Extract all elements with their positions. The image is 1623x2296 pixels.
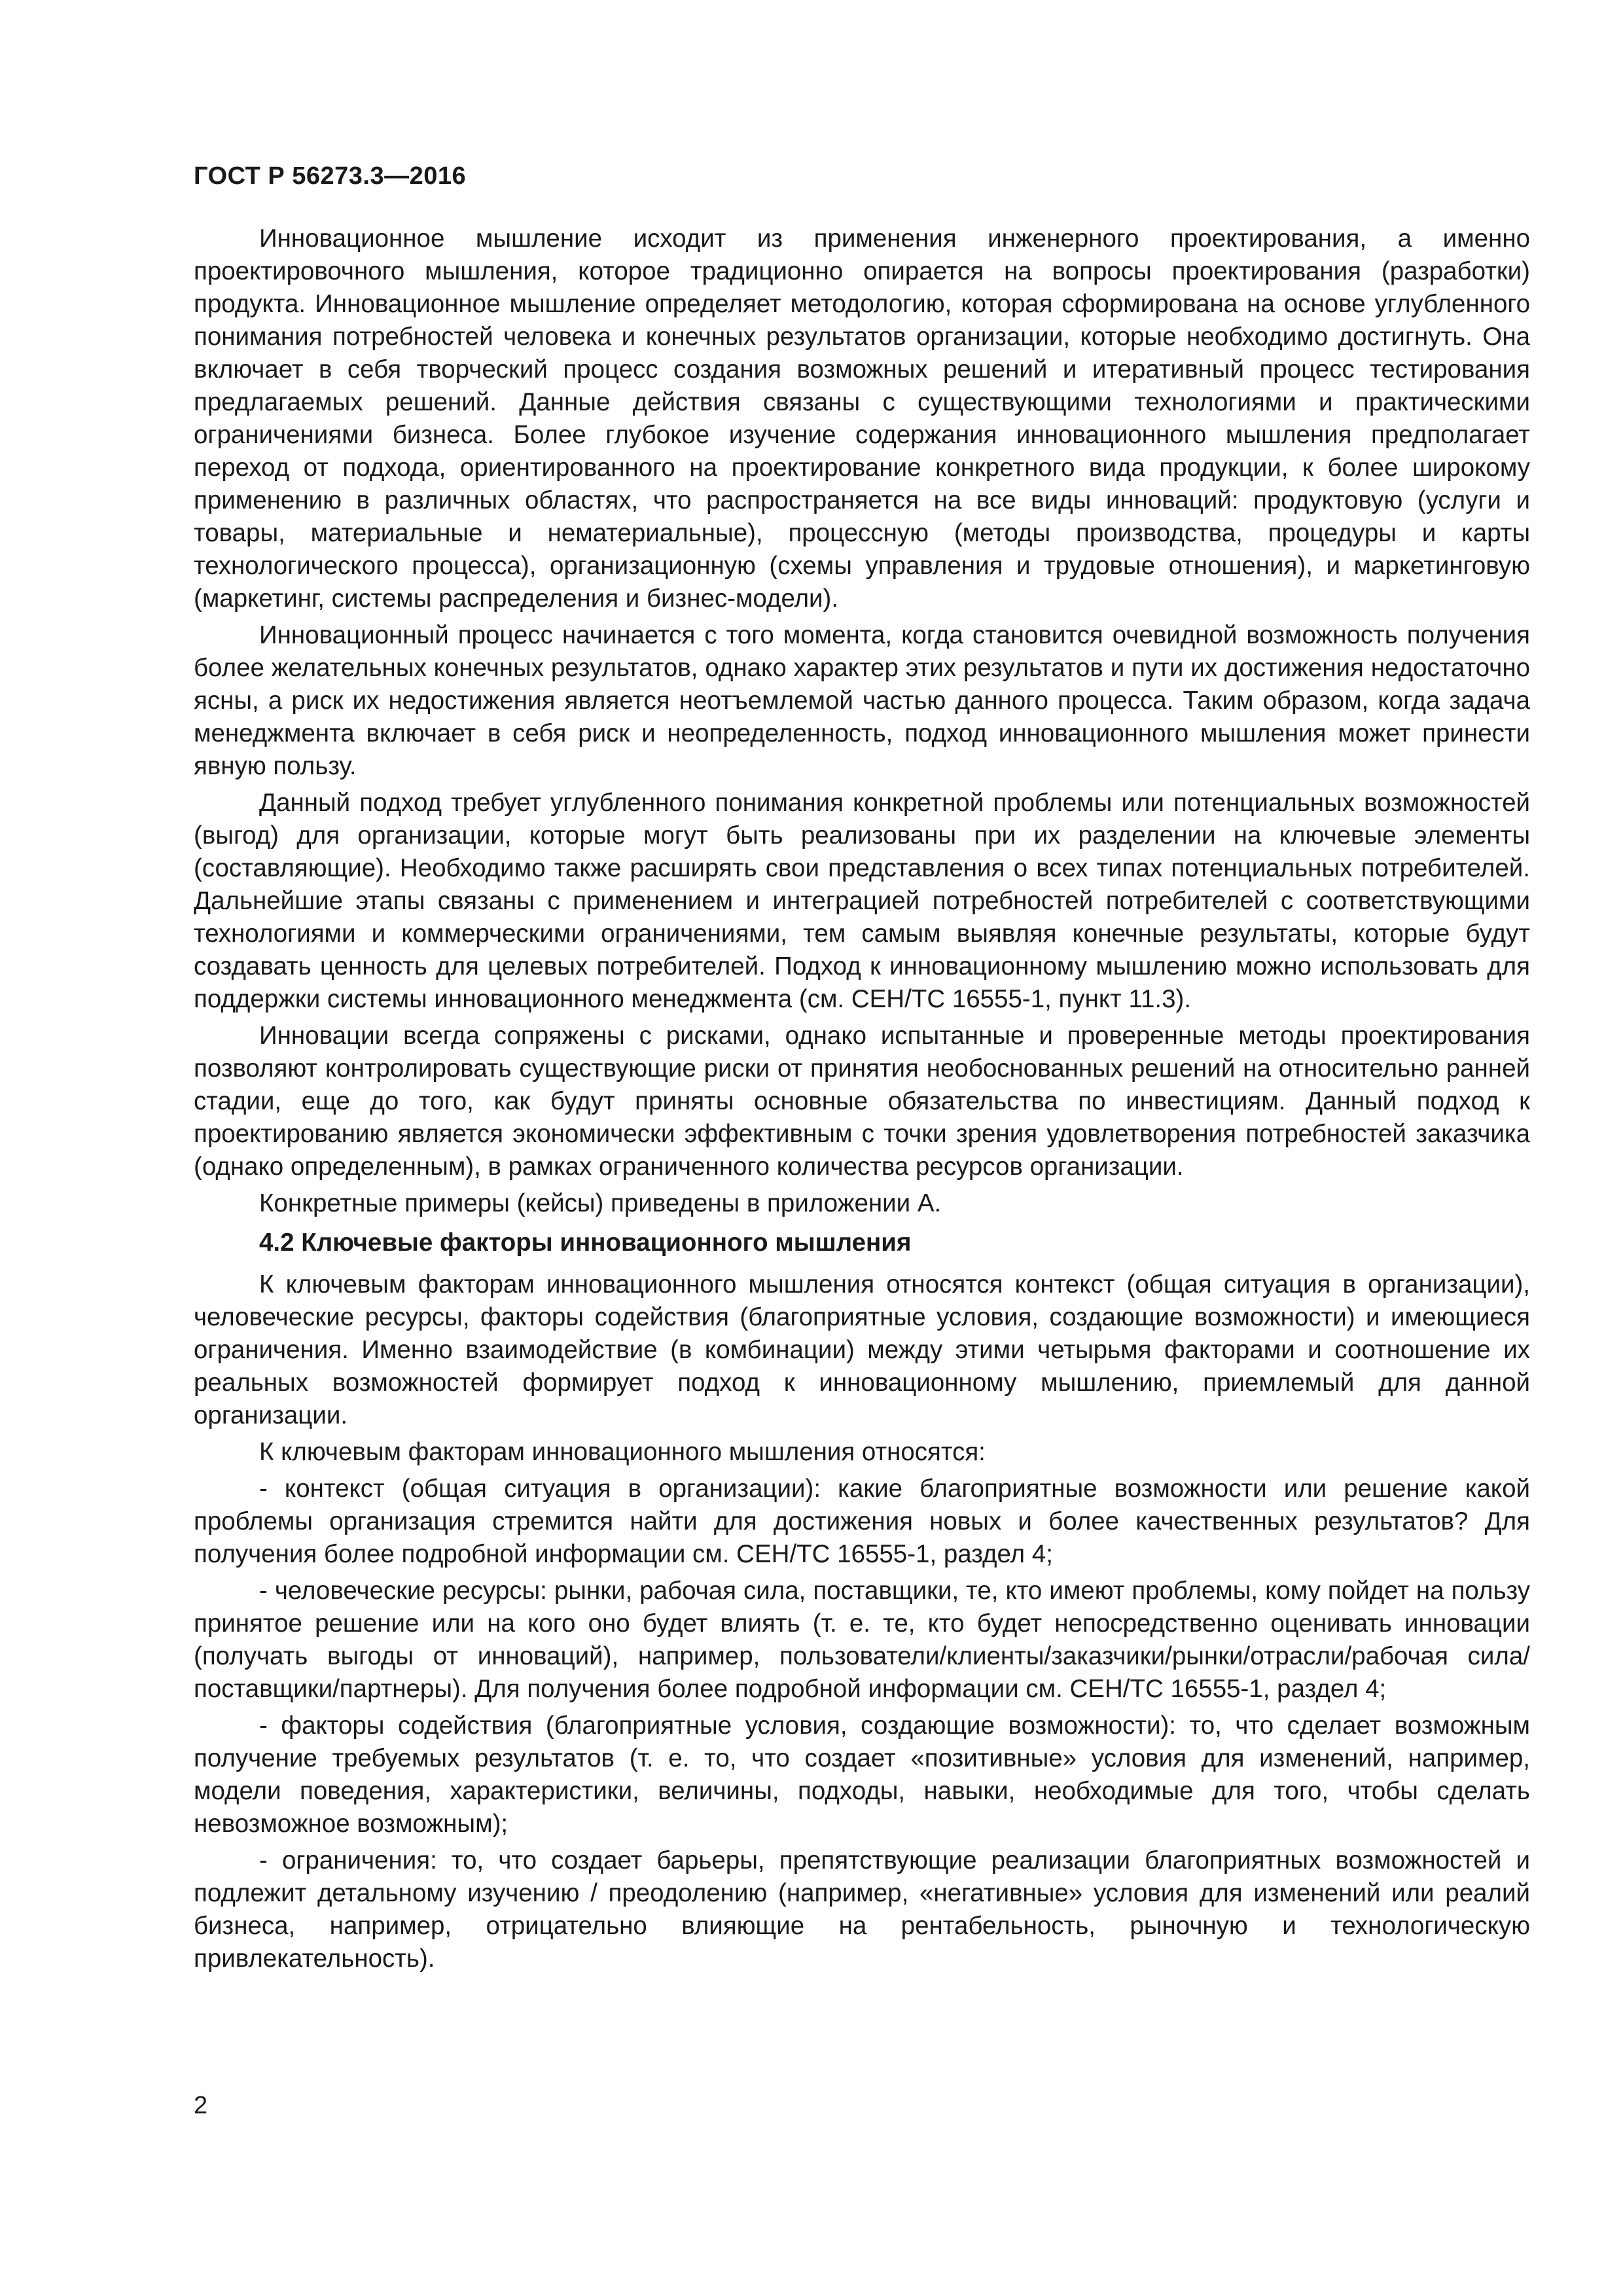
paragraph-examples-reference: Конкретные примеры (кейсы) приведены в приложении А.: [259, 1189, 942, 1217]
document-body: [194, 223, 1530, 1979]
document-header: ГОСТ Р 56273.3—2016: [194, 162, 467, 190]
paragraph-key-factors-list-intro: К ключевым факторам инновационного мышления относятся:: [259, 1438, 986, 1466]
paragraph-innovation-thinking: Инновационное мышление исходит из применения инженерного проектирования, а именно проектировочного мышления, которое традиционно опирается на вопросы проектирования (разработки) продукта. Инновационное мышление определяет методологию, которая сформирована на основе углубленного понимания потребностей человека и конечных результатов организации, которые необходимо достигнуть. Она включает в себя творческий процесс создания возможных решений и итеративный процесс тестирования предлагаемых решений. Данные действия связаны с существующими технологиями и практическими ограничениями бизнеса. Более глубокое изучение содержания инновационного мышления предполагает переход от подхода, ориентированного на проектирование конкретного вида продукции, к более широкому применению в различных областях, что распространяется на все виды инноваций: продуктовую (услуги и товары, материальные и нематериальные), процессную (методы производства, процедуры и карты технологического процесса), организационную (схемы управления и трудовые отношения), и маркетинговую (маркетинг, системы распределения и бизнес-модели).: [194, 224, 1530, 613]
page-number: 2: [194, 2092, 208, 2119]
paragraph-approach-requirements: Данный подход требует углубленного понимания конкретной проблемы или потенциальных возможностей (выгод) для организации, которые могут быть реализованы при их разделении на ключевые элементы (составляющие). Необходимо также расширять свои представления о всех типах потенциальных потребителей. Дальнейшие этапы связаны с применением и интеграцией потребностей потребителей с соответствующими технологиями и коммерческими ограничениями, тем самым выявляя конечные результаты, которые будут создавать ценность для целевых потребителей. Подход к инновационному мышлению можно использовать для поддержки системы инновационного менеджмента (см. CEH/TC 16555-1, пункт 11.3).: [194, 789, 1530, 1013]
list-item-human-resources: - человеческие ресурсы: рынки, рабочая сила, поставщики, те, кто имеют проблемы, кому пойдет на пользу принятое решение или на кого оно будет влиять (т. е. те, кто будет непосредственно оценивать инновации (получать выгоды от инноваций), например, пользователи/клиенты/заказчики/рынки/отрасли/рабочая сила/поставщики/партнеры). Для получения более подробной информации см. CEH/TC 16555-1, раздел 4;: [194, 1577, 1530, 1703]
list-item-context: - контекст (общая ситуация в организации): какие благоприятные возможности или решение какой проблемы организация стремится найти для достижения новых и более качественных результатов? Для получения более подробной информации см. CEH/TC 16555-1, раздел 4;: [194, 1475, 1530, 1568]
paragraph-innovation-process: Инновационный процесс начинается с того момента, когда становится очевидной возможность получения более желательных конечных результатов, однако характер этих результатов и пути их достижения недостаточно ясны, а риск их недостижения является неотъемлемой частью данного процесса. Таким образом, когда задача менеджмента включает в себя риск и неопределенность, подход инновационного мышления может принести явную пользу.: [194, 621, 1530, 780]
paragraph-innovation-risks: Инновации всегда сопряжены с рисками, однако испытанные и проверенные методы проектирования позволяют контролировать существующие риски от принятия необоснованных решений на относительно ранней стадии, еще до того, как будут приняты основные обязательства по инвестициям. Данный подход к проектированию является экономически эффективным с точки зрения удовлетворения потребностей заказчика (однако определенным), в рамках ограниченного количества ресурсов организации.: [194, 1022, 1530, 1181]
paragraph-key-factors-intro: К ключевым факторам инновационного мышления относятся контекст (общая ситуация в организации), человеческие ресурсы, факторы содействия (благоприятные условия, создающие возможности) и имеющиеся ограничения. Именно взаимодействие (в комбинации) между этими четырьмя факторами и соотношение их реальных возможностей формирует подход к инновационному мышлению, приемлемый для данной организации.: [194, 1270, 1530, 1429]
list-item-enablers: - факторы содействия (благоприятные условия, создающие возможности): то, что сделает возможным получение требуемых результатов (т. е. то, что создает «позитивные» условия для изменений, например, модели поведения, характеристики, величины, подходы, навыки, необходимые для того, чтобы сделать невозможное возможным);: [194, 1712, 1530, 1838]
list-item-constraints: - ограничения: то, что создает барьеры, препятствующие реализации благоприятных возможностей и подлежит детальному изучению / преодолению (например, «негативные» условия для изменений или реалий бизнеса, например, отрицательно влияющие на рентабельность, рыночную и технологическую привлекательность).: [194, 1846, 1530, 1973]
section-heading-4-2: 4.2 Ключевые факторы инновационного мышления: [259, 1229, 912, 1257]
